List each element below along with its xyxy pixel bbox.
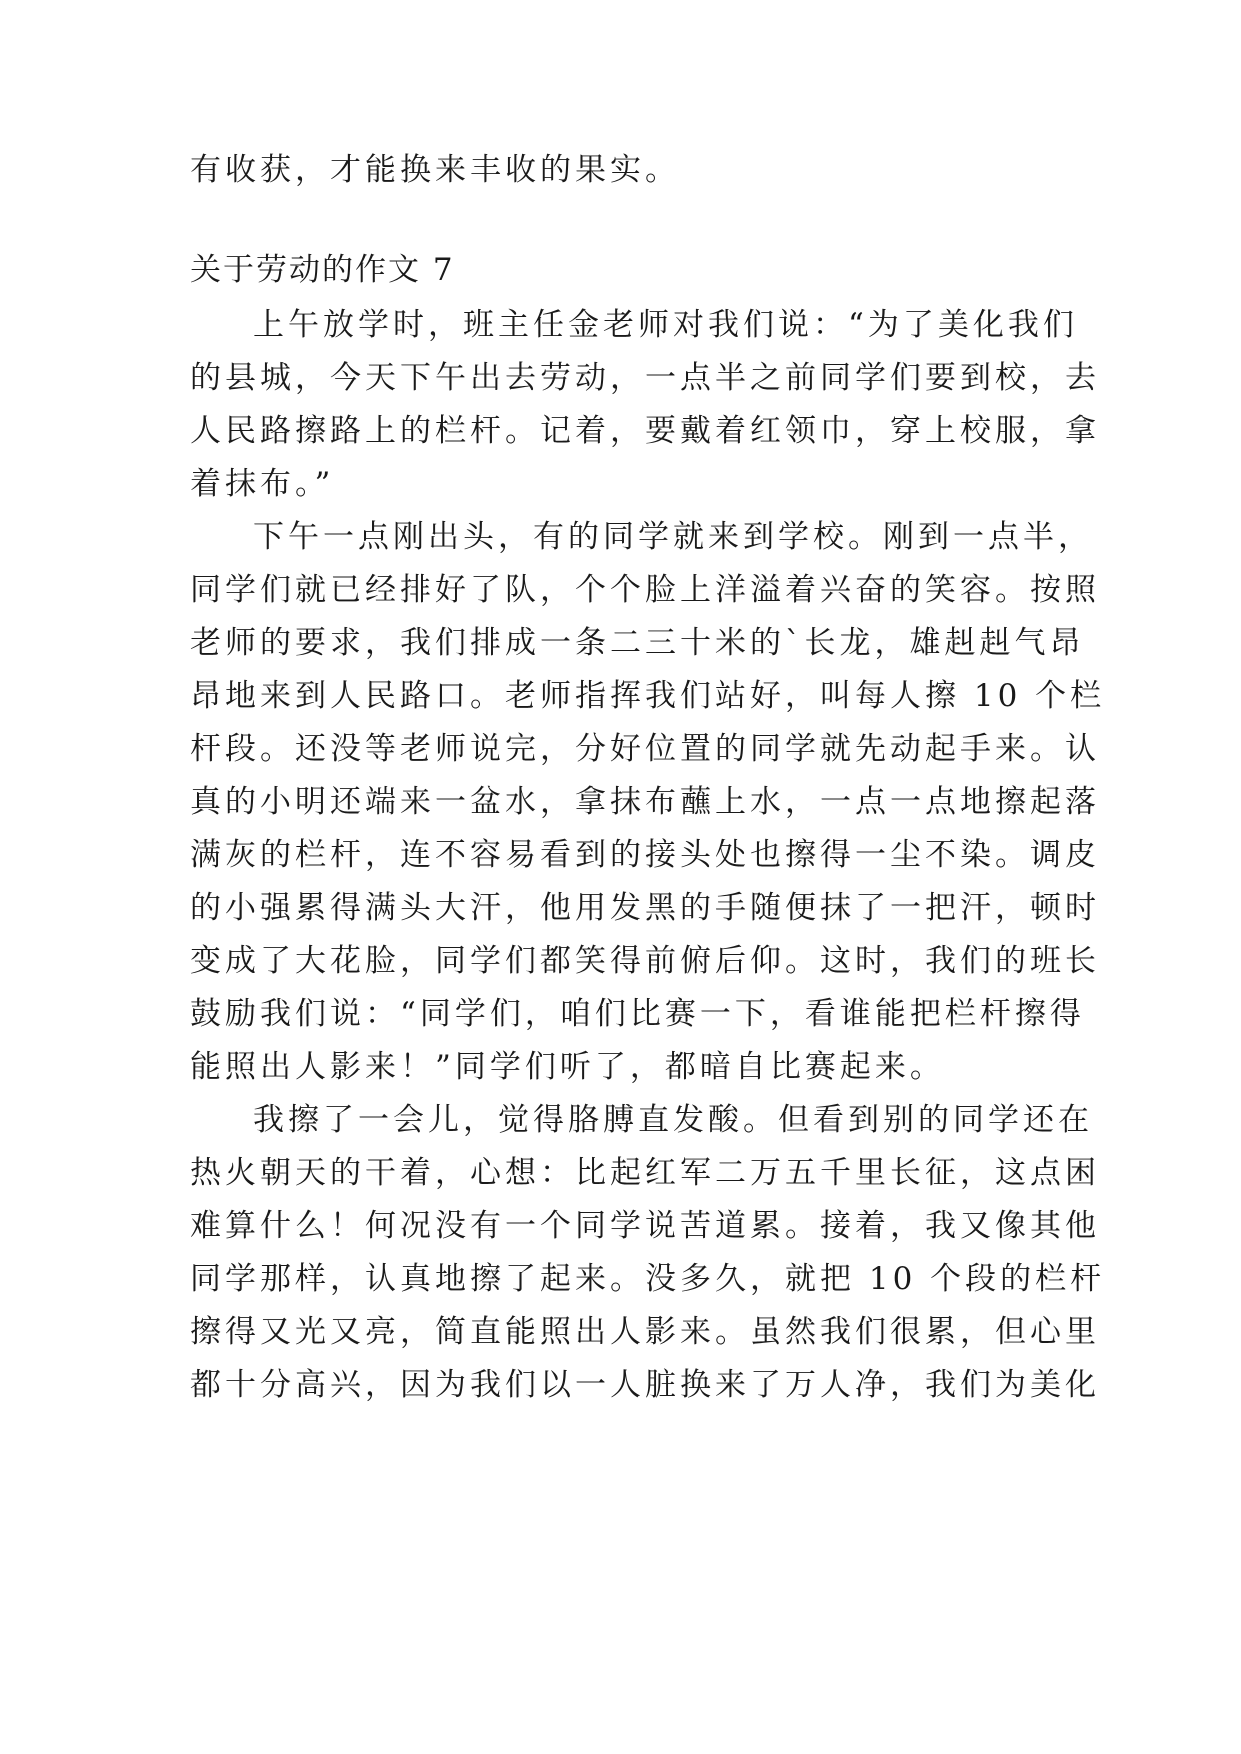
text-line-15: 变成了大花脸，同学们都笑得前俯后仰。这时，我们的班长 — [190, 943, 1100, 979]
text-line-9: 老师的要求，我们排成一条二三十米的`长龙，雄赳赳气昂 — [190, 625, 1085, 661]
text-line-3: 上午放学时，班主任金老师对我们说：“为了美化我们 — [253, 307, 1078, 343]
text-line-12: 真的小明还端来一盆水，拿抹布蘸上水，一点一点地擦起落 — [190, 784, 1100, 820]
text-line-21: 同学那样，认真地擦了起来。没多久，就把 10 个段的栏杆 — [190, 1261, 1106, 1297]
text-line-19: 热火朝天的干着，心想：比起红军二万五千里长征，这点困 — [190, 1155, 1100, 1191]
section-title: 关于劳动的作文 7 — [190, 252, 455, 288]
text-line-4: 的县城，今天下午出去劳动，一点半之前同学们要到校，去 — [190, 360, 1100, 396]
text-line-14: 的小强累得满头大汗，他用发黑的手随便抹了一把汗，顿时 — [190, 890, 1100, 926]
text-line-5: 人民路擦路上的栏杆。记着，要戴着红领巾，穿上校服，拿 — [190, 413, 1100, 449]
text-line-6: 着抹布。” — [190, 466, 335, 502]
text-line-13: 满灰的栏杆，连不容易看到的接头处也擦得一尘不染。调皮 — [190, 837, 1100, 873]
text-line-16: 鼓励我们说：“同学们，咱们比赛一下，看谁能把栏杆擦得 — [190, 996, 1085, 1032]
text-line-1: 有收获，才能换来丰收的果实。 — [190, 152, 680, 188]
text-line-8: 同学们就已经排好了队，个个脸上洋溢着兴奋的笑容。按照 — [190, 572, 1100, 608]
text-line-11: 杆段。还没等老师说完，分好位置的同学就先动起手来。认 — [190, 731, 1100, 767]
text-line-10: 昂地来到人民路口。老师指挥我们站好，叫每人擦 10 个栏 — [190, 678, 1106, 714]
text-line-18: 我擦了一会儿，觉得胳膊直发酸。但看到别的同学还在 — [253, 1102, 1093, 1138]
text-line-22: 擦得又光又亮，简直能照出人影来。虽然我们很累，但心里 — [190, 1314, 1100, 1350]
text-line-23: 都十分高兴，因为我们以一人脏换来了万人净，我们为美化 — [190, 1367, 1100, 1403]
text-line-17: 能照出人影来！”同学们听了，都暗自比赛起来。 — [190, 1049, 945, 1085]
text-line-7: 下午一点刚出头，有的同学就来到学校。刚到一点半， — [253, 519, 1093, 555]
text-line-20: 难算什么！何况没有一个同学说苦道累。接着，我又像其他 — [190, 1208, 1100, 1244]
